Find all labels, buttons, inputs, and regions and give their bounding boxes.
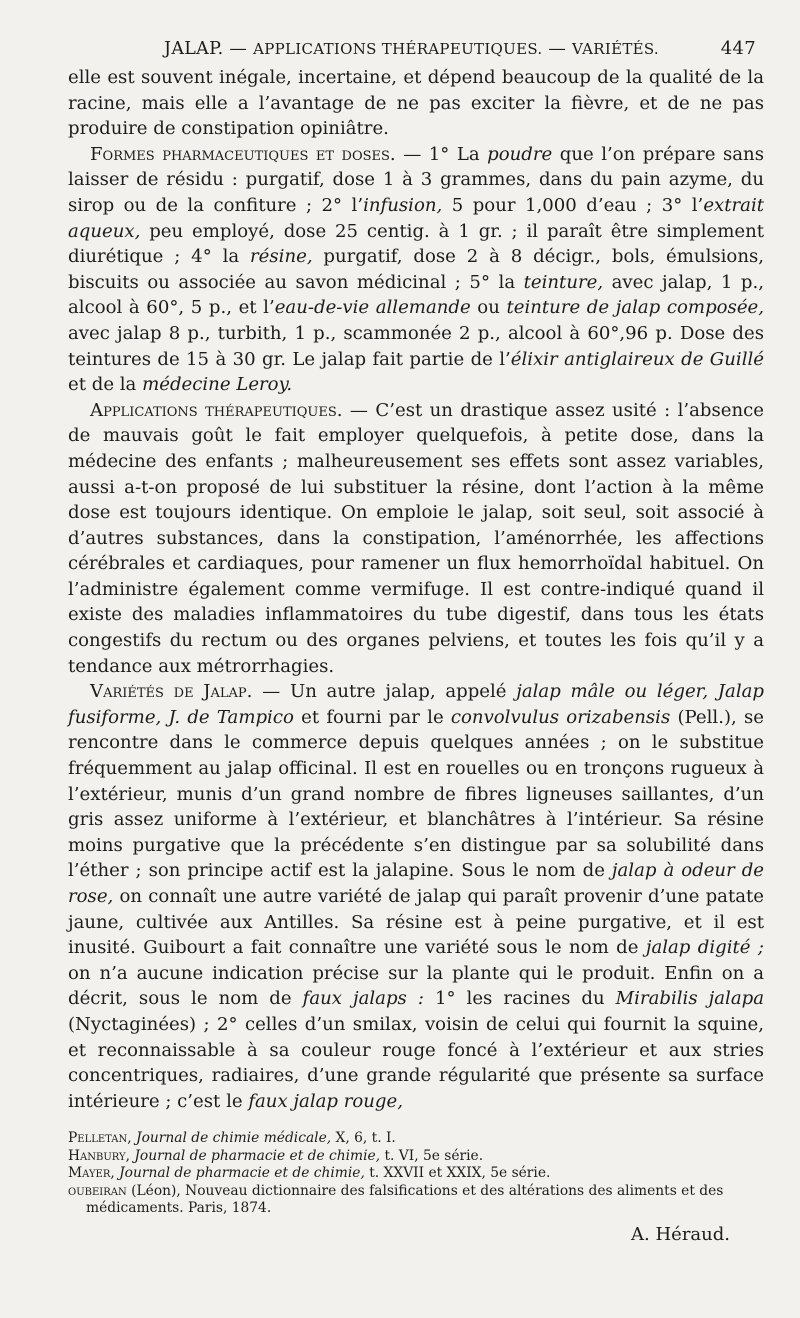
- main-text: [68, 65, 764, 1114]
- italic-term: poudre: [487, 143, 553, 165]
- citation-continuation: médicaments. Paris, 1874.: [86, 1200, 272, 1217]
- text-run: — C’est un drastique assez usité : l’absence de mauvais goût le fait employer quelquefois, à petite dose, dans la médecine des enfants ; malheureusement ses effets sont assez variables, aussi a-t-on proposé de lui substituer la résine, dont l’action à la même dose est toujours identique. On emploie le jalap, soit seul, soit associé à d’autres substances, dans la constipation, l’aménorrhée, les affections cérébrales et cardiaques, pour ramener un flux hemorrhoïdal habituel. On l’administre également comme vermifuge. Il est contre-indiqué quand il existe des maladies inflammatoires du tube digestif, dans tous les états congestifs du rectum ou des organes pelviens, et toutes les fois qu’il y a tendance aux métrorrhagies.: [68, 399, 765, 677]
- italic-term: élixir antiglaireux de Guillé: [510, 348, 764, 370]
- text-run: 5 pour 1,000 d’eau ; 3° l’: [442, 194, 704, 216]
- text-run: avec jalap, 1 p., alcool à 60°, 5 p., et l’: [68, 271, 764, 319]
- paragraph-varietes: [68, 679, 764, 1114]
- citation-details: X, 6, t. I.: [331, 1130, 396, 1147]
- journal-title: Journal de pharmacie et de chimie,: [114, 1165, 365, 1182]
- bibliography-entry: [68, 1183, 764, 1218]
- italic-term: jalap mâle ou léger, Jalap fusiforme, J. de Tampico: [68, 681, 764, 728]
- section-heading: Variétés de Jalap.: [90, 681, 253, 703]
- text-run: que l’on prépare sans laisser de résidu : purgatif, dose 1 à 3 grammes, dans du pain azyme, du sirop ou de la confiture ; 2° l’: [68, 143, 764, 216]
- text-run: purgatif, dose 2 à 8 décigr., bols, émulsions, biscuits ou associée au savon médicinal ; 5° la: [68, 246, 765, 293]
- italic-term: infusion,: [363, 194, 443, 216]
- italic-term: jalap à odeur de rose,: [68, 860, 764, 907]
- text-run: et de la: [68, 374, 143, 396]
- text-run: et fourni par le: [293, 706, 451, 728]
- italic-term: médecine Leroy.: [142, 374, 293, 396]
- italic-term: teinture,: [523, 271, 604, 293]
- italic-term: faux jalaps :: [302, 988, 424, 1010]
- italic-term: convolvulus orizabensis: [450, 706, 671, 728]
- text-run: on n’a aucune indication précise sur la plante qui le produit. Enfin on a décrit, sous le nom de: [68, 962, 764, 1010]
- citation-details: t. VI, 5e série.: [380, 1147, 484, 1164]
- bibliography: [68, 1130, 764, 1218]
- italic-term: faux jalap rouge,: [248, 1090, 403, 1112]
- running-title: [68, 39, 659, 59]
- italic-term: extrait aqueux,: [68, 194, 765, 242]
- section-heading: Formes pharmaceutiques et doses.: [90, 143, 396, 165]
- journal-title: Journal de chimie médicale,: [131, 1130, 332, 1147]
- text-run: avec jalap 8 p., turbith, 1 p., scammonée 2 p., alcool à 60°,96 p. Dose des teintures de 15 à 30 gr. Le jalap fait partie de l’: [68, 322, 764, 370]
- author-name: Hanbury,: [68, 1147, 130, 1164]
- running-header: [68, 38, 764, 59]
- section-heading: Applications thérapeutiques.: [90, 399, 343, 421]
- text-run: ou: [470, 297, 507, 319]
- citation-details: (Léon), Nouveau dictionnaire des falsifications et des altérations des aliments et des: [126, 1182, 724, 1199]
- text-run: 1° les racines du: [423, 988, 616, 1010]
- page-number: 447: [720, 38, 756, 59]
- italic-term: eau-de-vie allemande: [274, 297, 471, 319]
- header-section: APPLICATIONS THÉRAPEUTIQUES.: [253, 40, 543, 58]
- header-separator: —: [548, 39, 567, 59]
- bibliography-entry: [68, 1148, 764, 1166]
- italic-term: résine,: [250, 246, 313, 268]
- text-run: — Un autre jalap, appelé: [252, 681, 517, 703]
- text-run: — 1° La: [395, 143, 488, 165]
- paragraph-applications: [68, 398, 764, 680]
- paragraph-text: elle est souvent inégale, incertaine, et dépend beaucoup de la qualité de la racine, mais elle a l’avantage de ne pas exciter la fièvre, et de ne pas produire de constipation opiniâtre.: [68, 67, 764, 140]
- text-run: peu employé, dose 25 centig. à 1 gr. ; il paraît être simplement diurétique ; 4° la: [68, 220, 764, 268]
- bibliography-entry: [68, 1165, 764, 1183]
- author-signature: A. Héraud.: [631, 1223, 730, 1245]
- text-run: (Nyctaginées) ; 2° celles d’un smilax, voisin de celui qui fournit la squine, et reconnaissable à sa couleur rouge foncé à l’extérieur et aux stries concentriques, radiaires, d’une grande régularité que présente sa surface intérieure ; c’est le: [68, 1013, 764, 1112]
- italic-term: Mirabilis jalapa: [615, 988, 765, 1010]
- author-name: Mayer,: [68, 1165, 115, 1182]
- author-name: Pelletan,: [68, 1130, 132, 1147]
- header-title: JALAP.: [164, 39, 224, 59]
- paragraph-continuation: [68, 65, 764, 142]
- italic-term: jalap digité ;: [645, 937, 764, 959]
- paragraph-formes: [68, 142, 764, 398]
- bibliography-entry: [68, 1130, 764, 1148]
- journal-title: Journal de pharmacie et de chimie,: [130, 1147, 381, 1164]
- citation-details: t. XXVII et XXIX, 5e série.: [364, 1165, 551, 1182]
- text-run: (Pell.), se rencontre dans le commerce depuis quelques années ; on le substitue fréquemment au jalap officinal. Il est en rouelles ou en tronçons rugueux à l’extérieur, munis d’un grand nombre de fibres ligneuses saillantes, d’un gris assez uniforme à l’extérieur, et blanchâtres à l’intérieur. Sa résine moins purgative que la précédente s’en distingue par sa solubilité dans l’éther ; son principe actif est la jalapine. Sous le nom de: [68, 706, 764, 882]
- header-separator: —: [229, 39, 248, 59]
- header-subsection: VARIÉTÉS.: [572, 40, 659, 58]
- italic-term: teinture de jalap composée,: [506, 297, 764, 319]
- text-run: on connaît une autre variété de jalap qui paraît provenir d’une patate jaune, cultivée aux Antilles. Sa résine est à peine purgative, et il est inusité. Guibourt a fait connaître une variété sous le nom de: [68, 886, 764, 959]
- author-name: oubeiran: [68, 1182, 127, 1199]
